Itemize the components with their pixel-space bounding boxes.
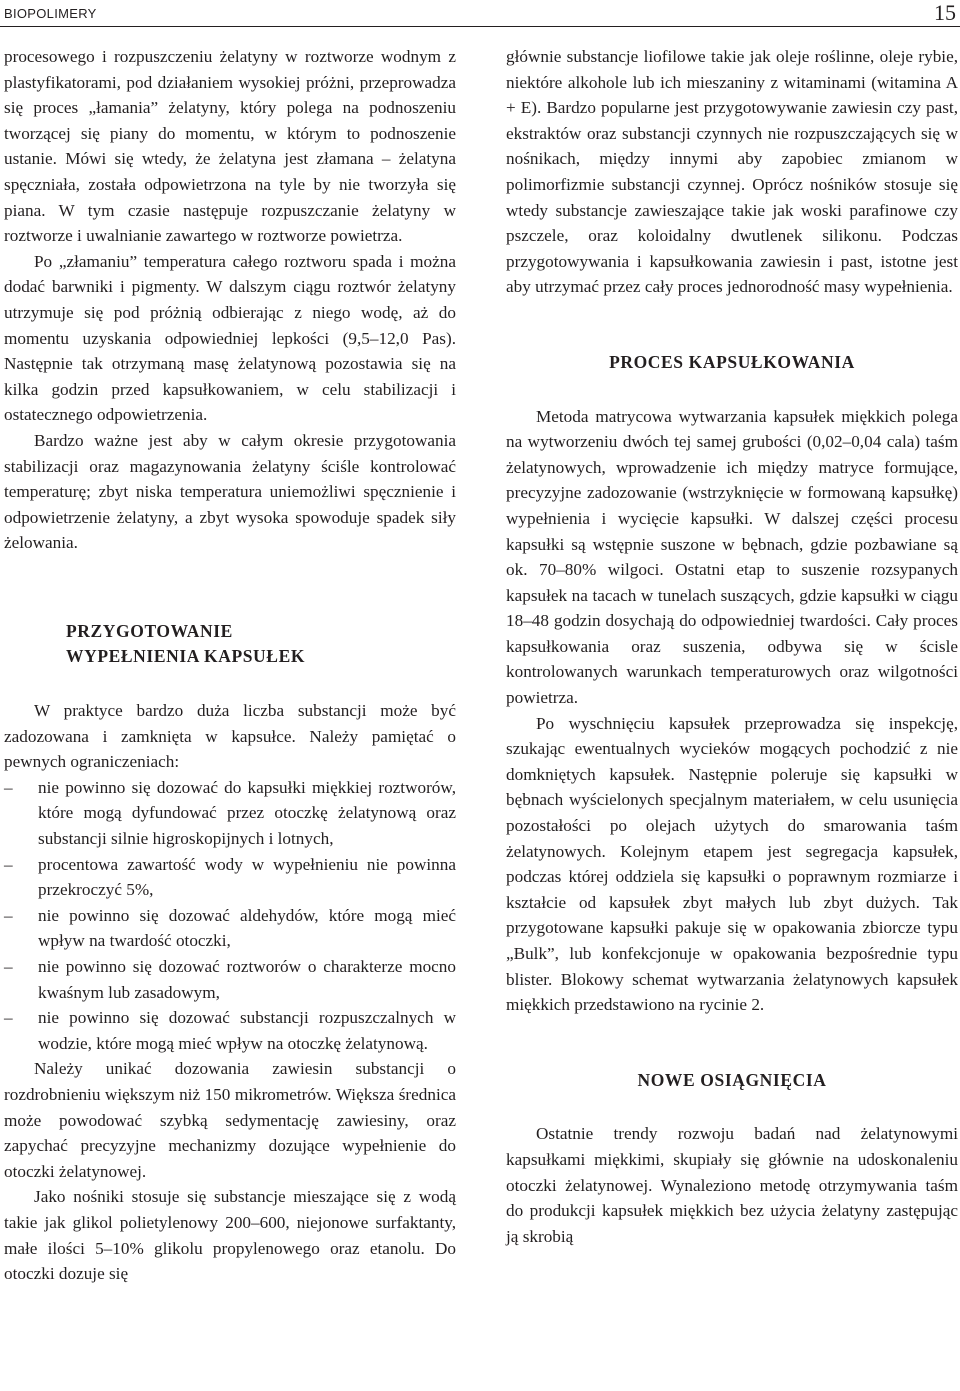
section-heading [4, 619, 456, 670]
running-head: BIOPOLIMERY [4, 6, 97, 21]
heading-line: PRZYGOTOWANIE [66, 620, 233, 641]
list-item [4, 775, 456, 852]
spacer [4, 556, 456, 619]
list-item [4, 954, 456, 1005]
paragraph: głównie substancje liofilowe takie jak oleje roślinne, oleje rybie, niektóre alkohole lub ich mieszaniny z witaminami (witamina A + E). Bardzo popularne jest przygotowywanie zawiesin czy past, ekstraktów oraz substancji czynnych nie rozpuszczających się w nośnikach, między innymi aby zapobiec zmianom w polimorfizmie substancji czynnej. Oprócz nośników stosuje się wtedy substancje zawieszające takie jak woski parafinowe czy pszczele, oraz koloidalny dwutlenek silikonu. Podczas przygotowywania i kapsułkowania zawiesin i past, istotne jest aby utrzymać przez cały proces jednorodność masy wypełnienia. [506, 47, 958, 297]
right-column [506, 44, 958, 1249]
dash-bullet: – [4, 777, 13, 797]
spacer [506, 300, 958, 350]
list-item-text: nie powinno się dozować substancji rozpuszczalnych w wodzie, które mogą mieć wpływ na otoczkę żelatynową. [38, 1008, 456, 1053]
spacer [506, 1093, 958, 1121]
list-item-text: nie powinno się dozować aldehydów, które mogą mieć wpływ na twardość otoczki, [38, 905, 456, 951]
paragraph: Należy unikać dozowania zawiesin substancji o rozdrobnieniu większym niż 150 mikrometrów. Większa średnica może powodować szybką sedymentację zawiesiny, oraz zapychać precyzyjne mechanizmy dozujące wypełnienie do otoczki żelatynowej. [4, 1059, 456, 1181]
heading-line: WYPEŁNIENIA KAPSUŁEK [66, 646, 306, 667]
paragraph: Metoda matrycowa wytwarzania kapsułek miękkich polega na wytworzeniu dwóch tej samej grubości (0,02–0,04 cala) taśm żelatynowych, wprowadzenie ich między matryce formujące, precyzyjne zadozowanie (wstrzyknięcie w formowaną kapsułkę) wypełnienia i wycięcie kapsułki. W dalszej części procesu kapsułki są wstępnie suszone w bębnach, gdzie pozbawiane są ok. 70–80% wilgoci. Ostatni etap to suszenie rozsypanych kapsułek na tacach w tunelach suszących, gdzie kapsułki w ciągu 18–48 godzin dosychają do odpowiedniej twardości. Cały proces kapsułkowania oraz suszenia, odbywa się w ścisle kontrolowanych warunkach temperaturowych oraz wilgotności powietrza. [506, 406, 958, 708]
spacer [506, 1018, 958, 1068]
dash-bullet: – [4, 957, 13, 976]
list-item [4, 1005, 456, 1056]
spacer [506, 376, 958, 404]
dash-bullet: – [4, 905, 13, 925]
paragraph: procesowego i rozpuszczeniu żelatyny w roztworze wodnym z plastyfikatorami, pod działaniem wysokiej próżni, przeprowadza się proces „łamania” żelatyny, który polega na podnoszeniu tworzącej się piany do momentu, w którym to podnoszenie ustanie. Mówi się wtedy, że żelatyna jest złamana – żelatyna spęczniała, została odpowietrzona na tyle by nie tworzyła się piana. W tym czasie następuje rozpuszczanie żelatyny w roztworze i uwalnianie zawartego w roztworze powietrza. [4, 47, 456, 246]
list-item-text: nie powinno się dozować roztworów o charakterze mocno kwaśnym lub zasadowym, [38, 957, 456, 1002]
section-heading: PROCES KAPSUŁKOWANIA [609, 351, 855, 372]
paragraph: Ostatnie trendy rozwoju badań nad żelatynowymi kapsułkami miękkimi, skupiały się głównie na udoskonaleniu otoczki żelatynowej. Wynaleziono metodę otrzymywania taśm do produkcji kapsułek miękkich bez użycia żelatyny zastępując ją skrobią [506, 1124, 958, 1246]
list-item [4, 903, 456, 954]
paragraph: Jako nośniki stosuje się substancje mieszające się z wodą takie jak glikol polietylenowy 200–600, niejonowe surfaktanty, małe ilości 5–10% glikolu propylenowego oraz etanolu. Do otoczki dozuje się [4, 1187, 456, 1284]
list-item-text: procentowa zawartość wody w wypełnieniu nie powinna przekroczyć 5%, [38, 854, 456, 900]
header-rule [0, 26, 960, 27]
dash-bullet: – [4, 1008, 13, 1028]
list-item-text: nie powinno się dozować do kapsułki miękkiej roztworów, które mogą dyfundować przez otoczkę żelatynową oraz substancji silnie higroskopijnych i lotnych, [38, 777, 456, 849]
page-number: 15 [934, 0, 956, 25]
list-item [4, 852, 456, 903]
paragraph: Po „złamaniu” temperatura całego roztworu spada i można dodać barwniki i pigmenty. W dalszym ciągu roztwór żelatyny utrzymuje się pod próżnią odbierając z niego wodę, aż do momentu uzyskania odpowiedniej lepkości (9,5–12,0 Pas). Następnie tak otrzymaną masę żelatynową pozostawia się na kilka godzin przed kapsułkowaniem, w celu stabilizacji i ostatecznego odpowietrzenia. [4, 251, 456, 425]
section-heading: NOWE OSIĄGNIĘCIA [637, 1069, 827, 1090]
dash-bullet: – [4, 854, 13, 874]
paragraph: W praktyce bardzo duża liczba substancji może być zadozowana i zamknięta w kapsułce. Należy pamiętać o pewnych ograniczeniach: [4, 701, 456, 772]
paragraph: Bardzo ważne jest aby w całym okresie przygotowania stabilizacji oraz magazynowania żelatyny ściśle kontrolować temperaturę; zbyt niska temperatura uniemożliwi spęcznienie i odpowietrzenie żelatyny, a zbyt wysoka spowoduje spadek siły żelowania. [4, 430, 456, 553]
spacer [4, 670, 456, 698]
restrictions-list [4, 775, 456, 1057]
left-column [4, 44, 456, 1287]
paragraph: Po wyschnięciu kapsułek przeprowadza się inspekcję, szukając ewentualnych wycieków mogących pochodzić z nie domkniętych kapsułek. Następnie poleruje się kapsułki w bębnach wyścielonych specjalnym materiałem, w celu usunięcia pozostałości po olejach użytych do smarowania taśm żelatynowych. Kolejnym etapem jest segregacja kapsułek, podczas której oddziela się kapsułki o poprawnym rozmiarze i kształcie od kapsułek zbyt małych lub zbyt dużych. Tak przygotowane kapsułki pakuje się w opakowania zbiorcze typu „Bulk”, lub konfekcjonuje w opakowania bezpośrednie typu blister. Blokowy schemat wytwarzania żelatynowych kapsułek miękkich przedstawiono na rycinie 2. [506, 713, 958, 1015]
